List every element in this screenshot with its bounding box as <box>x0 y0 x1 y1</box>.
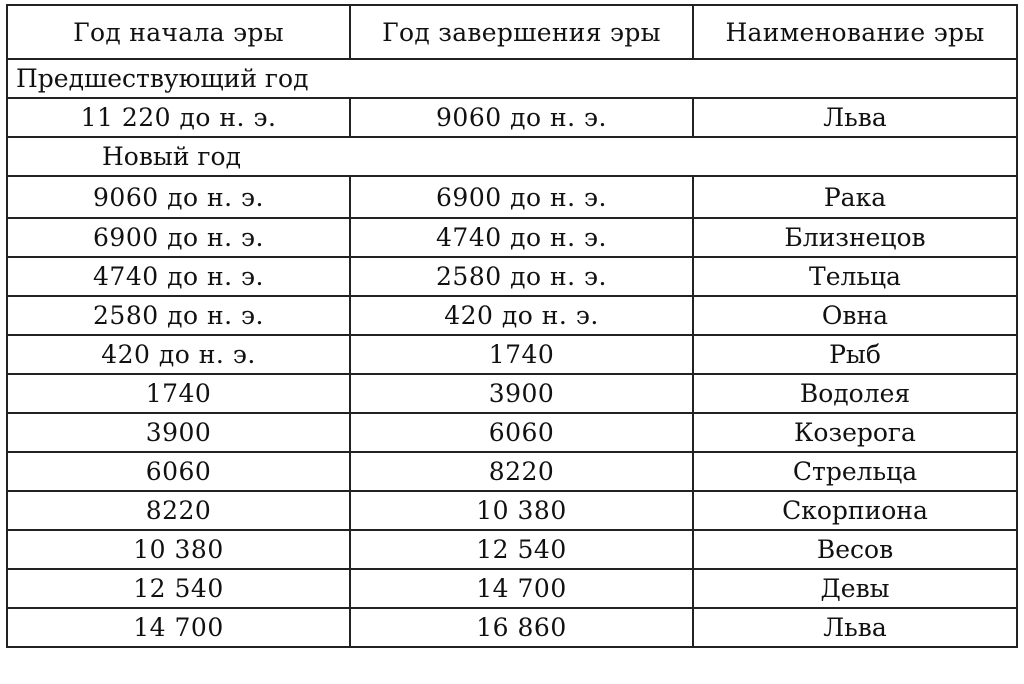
table-row <box>7 176 1017 218</box>
table-header-row <box>7 5 1017 59</box>
cell-end: 10 380 <box>350 491 693 530</box>
group-label-previous: Предшествующий год <box>16 64 309 93</box>
cell-end: 1740 <box>350 335 693 374</box>
cell-start: 6900 до н. э. <box>7 218 350 257</box>
header-end-year: Год завершения эры <box>350 5 693 59</box>
table-row <box>7 569 1017 608</box>
cell-start: 12 540 <box>7 569 350 608</box>
cell-start: 10 380 <box>7 530 350 569</box>
cell-start: 8220 <box>7 491 350 530</box>
cell-end: 3900 <box>350 374 693 413</box>
cell-end: 14 700 <box>350 569 693 608</box>
table-row <box>7 530 1017 569</box>
cell-era-name: Льва <box>693 98 1017 137</box>
cell-end: 6060 <box>350 413 693 452</box>
cell-era-name: Козерога <box>693 413 1017 452</box>
cell-start: 4740 до н. э. <box>7 257 350 296</box>
table-row <box>7 98 1017 137</box>
cell-start: 11 220 до н. э. <box>7 98 350 137</box>
group-row-previous <box>7 59 1017 98</box>
cell-end: 420 до н. э. <box>350 296 693 335</box>
table-row <box>7 374 1017 413</box>
cell-start: 420 до н. э. <box>7 335 350 374</box>
eras-table <box>6 4 1018 648</box>
table-row <box>7 413 1017 452</box>
cell-end: 8220 <box>350 452 693 491</box>
cell-era-name: Тельца <box>693 257 1017 296</box>
cell-start: 1740 <box>7 374 350 413</box>
table-row <box>7 218 1017 257</box>
cell-era-name: Девы <box>693 569 1017 608</box>
cell-end: 2580 до н. э. <box>350 257 693 296</box>
cell-era-name: Скорпиона <box>693 491 1017 530</box>
cell-era-name: Рака <box>693 176 1017 218</box>
cell-era-name: Стрельца <box>693 452 1017 491</box>
group-label-new: Новый год <box>102 142 241 171</box>
cell-start: 3900 <box>7 413 350 452</box>
cell-start: 14 700 <box>7 608 350 647</box>
cell-era-name: Рыб <box>693 335 1017 374</box>
cell-end: 4740 до н. э. <box>350 218 693 257</box>
cell-end: 9060 до н. э. <box>350 98 693 137</box>
table-row <box>7 452 1017 491</box>
cell-start: 6060 <box>7 452 350 491</box>
cell-end: 16 860 <box>350 608 693 647</box>
cell-end: 12 540 <box>350 530 693 569</box>
cell-start: 2580 до н. э. <box>7 296 350 335</box>
cell-end: 6900 до н. э. <box>350 176 693 218</box>
cell-era-name: Овна <box>693 296 1017 335</box>
header-era-name: Наименование эры <box>693 5 1017 59</box>
table-row <box>7 335 1017 374</box>
cell-start: 9060 до н. э. <box>7 176 350 218</box>
table-row <box>7 257 1017 296</box>
table-row <box>7 491 1017 530</box>
group-row-new <box>7 137 1017 176</box>
cell-era-name: Близнецов <box>693 218 1017 257</box>
table-row <box>7 296 1017 335</box>
header-start-year: Год начала эры <box>7 5 350 59</box>
table-row <box>7 608 1017 647</box>
cell-era-name: Водолея <box>693 374 1017 413</box>
cell-era-name: Льва <box>693 608 1017 647</box>
cell-era-name: Весов <box>693 530 1017 569</box>
